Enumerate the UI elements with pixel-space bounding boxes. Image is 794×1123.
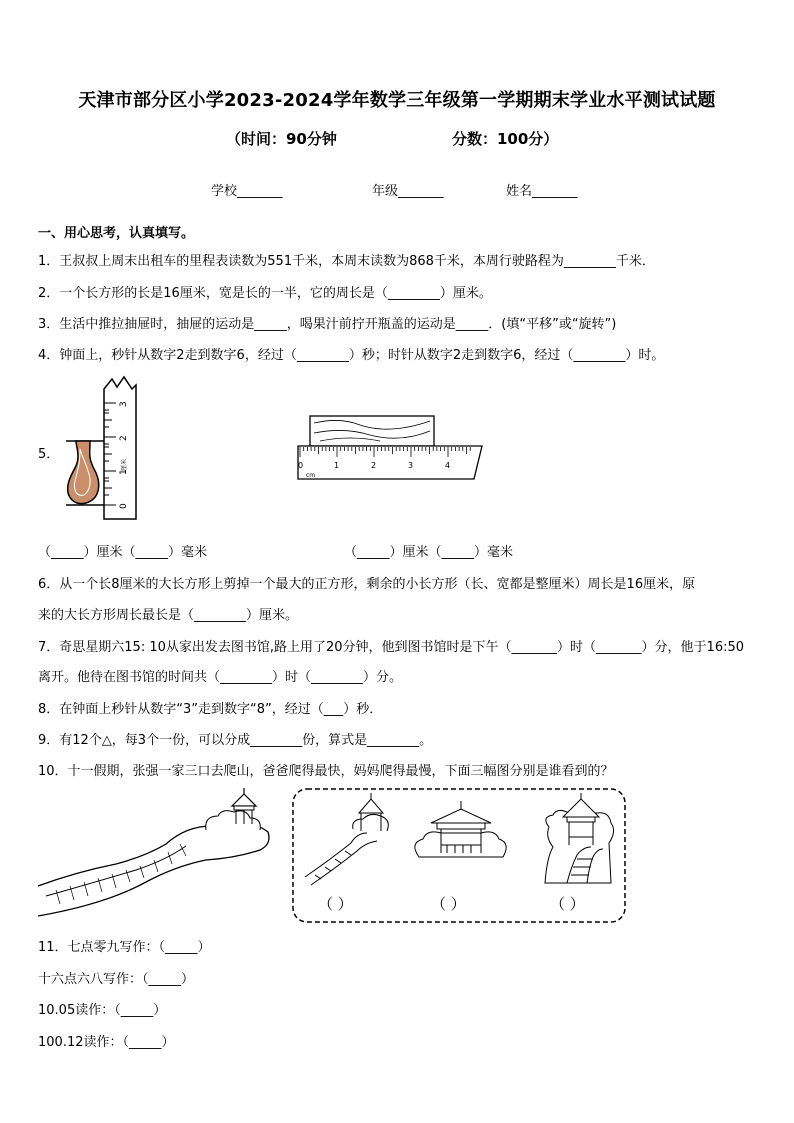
ruler-h-unit: cm xyxy=(306,472,316,479)
question-5-answer-right: （_____）厘米（_____）毫米 xyxy=(344,545,514,560)
answer-paren-3: （ ） xyxy=(550,895,585,913)
view-3 xyxy=(545,793,614,883)
mountain-pavilion-figure xyxy=(36,786,276,922)
ruler-v-label: 2 xyxy=(119,435,129,441)
ruler-h-label: 2 xyxy=(371,461,377,470)
page-title: 天津市部分区小学2023-2024学年数学三年级第一学期期末学业水平测试试题 xyxy=(78,90,716,111)
question-11-b: 十六点六八写作：（_____） xyxy=(38,972,195,987)
ruler-h-label: 4 xyxy=(445,461,451,470)
question-4: 4．钟面上，秒针从数字2走到数字6，经过（________）秒；时针从数字2走到数字6，经过（________）时。 xyxy=(38,348,665,363)
ruler-v-label: 3 xyxy=(119,401,129,407)
question-5-number: 5． xyxy=(38,447,60,462)
school-field: 学校_______ xyxy=(211,184,283,199)
question-7-line2: 离开。他待在图书馆的时间共（________）时（________）分。 xyxy=(38,670,403,685)
horizontal-ruler-figure xyxy=(290,413,490,483)
question-2: 2．一个长方形的长是16厘米，宽是长的一半，它的周长是（________）厘米。 xyxy=(38,286,492,301)
answer-paren-1: （ ） xyxy=(318,895,353,913)
question-1: 1．王叔叔上周末出租车的里程表读数为551千米，本周末读数为868千米，本周行驶路程为________千米． xyxy=(38,254,655,269)
question-3: 3．生活中推拉抽屉时，抽屉的运动是_____，喝果汁前拧开瓶盖的运动是_____．(填“平移”或“旋转”) xyxy=(38,317,617,332)
section-heading: 一、用心思考，认真填写。 xyxy=(38,226,195,241)
ruler-v-label: 1 xyxy=(119,469,129,475)
question-6-line2: 来的大长方形周长最长是（________）厘米。 xyxy=(38,608,299,623)
question-11-a: 11．七点零九写作：（_____） xyxy=(38,940,211,955)
ruler-h-label: 1 xyxy=(334,461,340,470)
question-11-c: 10.05读作：（_____） xyxy=(38,1003,167,1018)
ruler-h-label: 0 xyxy=(298,461,304,470)
question-9: 9．有12个△，每3个一份，可以分成________份，算式是________。 xyxy=(38,733,433,748)
ruler-h-label: 3 xyxy=(408,461,414,470)
grade-field: 年级_______ xyxy=(372,184,444,199)
name-field: 姓名_______ xyxy=(506,184,578,199)
answer-paren-2: （ ） xyxy=(431,895,466,913)
question-11-d: 100.12读作：（_____） xyxy=(38,1035,175,1050)
ruler-v-label: 0 xyxy=(119,503,129,509)
question-6-line1: 6．从一个长8厘米的大长方形上剪掉一个最大的正方形，剩余的小长方形（长、宽都是整厘米）周长是16厘米，原 xyxy=(38,577,696,592)
ruler-v-unit: 厘米 xyxy=(121,458,128,471)
vertical-ruler-figure xyxy=(60,373,145,521)
exam-time: （时间：90分钟 xyxy=(226,130,337,148)
question-5-answer-left: （_____）厘米（_____）毫米 xyxy=(38,545,208,560)
question-10: 10．十一假期，张强一家三口去爬山，爸爸爬得最快，妈妈爬得最慢，下面三幅图分别是谁看到的？ xyxy=(38,764,614,779)
question-7-line1: 7．奇思星期六15: 10从家出发去图书馆,路上用了20分钟，他到图书馆时是下午（_______）时（_______）分，他于16:50 xyxy=(38,640,745,655)
exam-score: 分数：100分） xyxy=(452,130,559,148)
view-2 xyxy=(415,801,506,857)
view-1 xyxy=(305,793,388,885)
question-8: 8．在钟面上秒针从数字“3”走到数字“8”，经过（___）秒． xyxy=(38,702,383,717)
